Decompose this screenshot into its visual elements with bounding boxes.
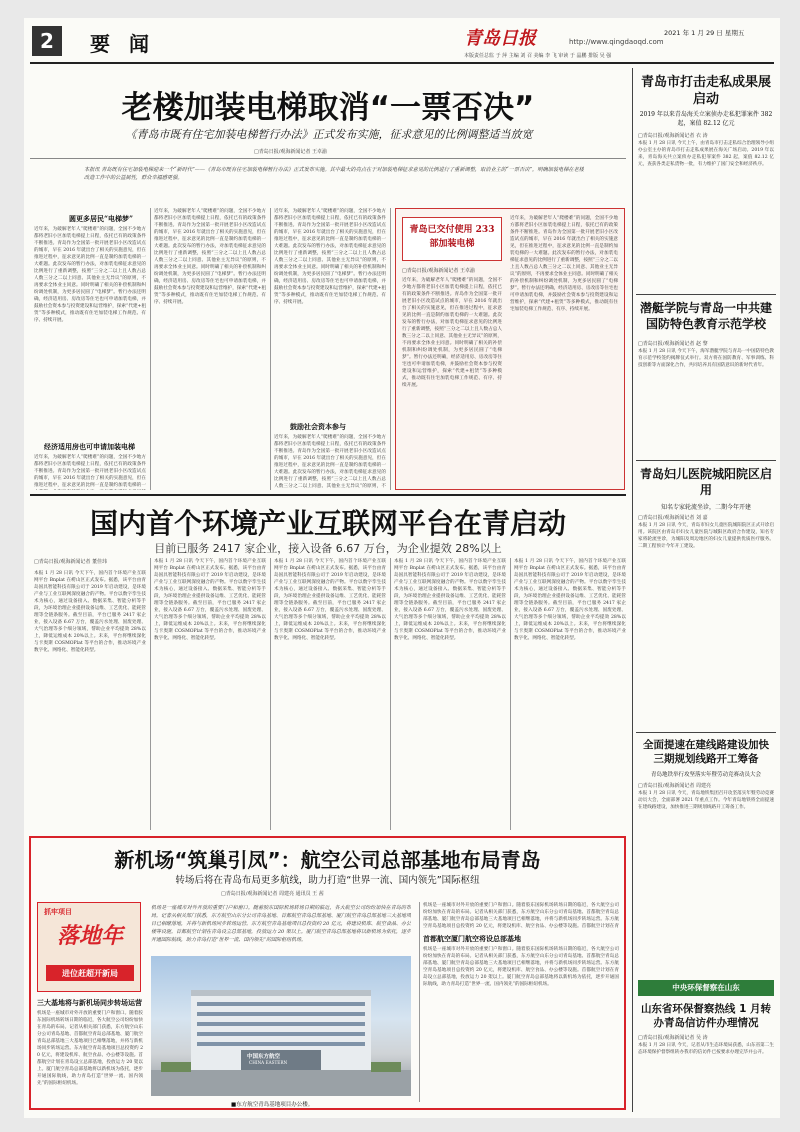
airline-subhead: 首都航空厦门航空将设总部基地 bbox=[423, 934, 521, 943]
project-badge bbox=[37, 902, 141, 992]
building-sign-en: CHINA EASTERN bbox=[249, 1060, 288, 1065]
metro-body: 本报 1 月 28 日讯 今天，青岛地铁集团召开攻坚落实年暨劳动竞赛动员大会，全面部署 2021 年重点工作。今年青岛地铁将全面提速在建线路建设，加快推进三期规划线路开工筹备工作。 bbox=[638, 791, 774, 810]
submarine-byline: □青岛日报/观海新闻记者 赵 黎 bbox=[638, 341, 708, 347]
platform-body-col4: 本报 1 月 28 日讯 今天下午，国内首个环境产业互联网平台 Bnplat 在崂山区正式发布。据悉，该平台由青岛国具智能科技有限公司于 2019 年启动建设，是环境产业与工业互联网深度融合的产物。平台以数字孪生技术为核心，通过设备接入、数据采集、智能分析等手段，为环境治理企业提供设备运维、工艺优化、能耗管理等全链条服务。截至目前，平台已服务 2417 家企业，接入设备 6.67 万台，覆盖污水处理、固废处理、大气治理等多个细分领域，帮助企业平均提效 28%以上，降低运维成本 20%以上。未来，平台将继续深化与卡奥斯 COSMOPlat 等平台的合作，推动环境产业数字化、网络化、智能化转型。 bbox=[394, 559, 506, 641]
elevator-subheadline: 《青岛市既有住宅加装电梯暂行办法》正式发布实施，征求意见的比例调整适当放宽 bbox=[125, 128, 533, 141]
airline-story-box bbox=[29, 836, 626, 1110]
smuggling-byline: □青岛日报/观海新闻记者 衣 涛 bbox=[638, 133, 708, 139]
metro-headline: 全面提速在建线路建设加快三期规划线路开工筹备 bbox=[643, 739, 769, 765]
airline-body-col1: 机场是一座城市对外开放的重要门户和窗口。随着胶东国际机场转场日期的临近，各大航空公司纷纷加快在青岛的布局。记者从相关部门获悉，东方航空山东分公司青岛基地、首都航空青岛总部基地、厦门航空青岛总部基地三大基地项目已相继落地，并将与新机场同步转场运营。东方航空青岛基地项目总投资约 20 亿元，将建设机库、航空食品、办公楼等设施。首都航空计划在青岛设立总部基地，投放运力 20 架以上。厦门航空青岛总部基地将以新机场为依托，逐步开通国际航线，助力青岛打造“世界一流、国内领先”的国际枢纽机场。 bbox=[37, 1011, 143, 1086]
submarine-headline: 潜艇学院与青岛一中共建国防特色教育示范学校 bbox=[639, 301, 772, 331]
eco-headline: 山东省环保督察热线 1 月转办青岛信访件办理情况 bbox=[640, 1003, 772, 1029]
platform-byline: □青岛日报/观海新闻记者 董佳玮 bbox=[34, 559, 107, 565]
platform-body-col2: 本报 1 月 28 日讯 今天下午，国内首个环境产业互联网平台 Bnplat 在崂山区正式发布。据悉，该平台由青岛国具智能科技有限公司于 2019 年启动建设，是环境产业与工业互联网深度融合的产物。平台以数字孪生技术为核心，通过设备接入、数据采集、智能分析等手段，为环境治理企业提供设备运维、工艺优化、能耗管理等全链条服务。截至目前，平台已服务 2417 家企业，接入设备 6.67 万台，覆盖污水处理、固废处理、大气治理等多个细分领域，帮助企业平均提效 28%以上，降低运维成本 20%以上。未来，平台将继续深化与卡奥斯 COSMOPlat 等平台的合作，推动环境产业数字化、网络化、智能化转型。 bbox=[154, 559, 266, 641]
eco-byline: □青岛日报/观海新闻记者 吴 涛 bbox=[638, 1035, 708, 1041]
badge-bottom: 进位赶超开新局 bbox=[46, 965, 134, 981]
sidebar-byline: □青岛日报/观海新闻记者 王卓渝 bbox=[402, 268, 475, 274]
eco-body: 本报 1 月 28 日讯 今天，记者从市生态环境局获悉，山东省第二生态环境保护督察组转办我市的信访件已按要求办理完毕并公开。 bbox=[638, 1043, 774, 1055]
elevator-body-col3: 近年来，为破解老年人“爬楼难”的问题，全国不少地方都将老旧小区加装电梯提上日程，依托已有的政策条件不断推进。青岛作为全国第一批开展老旧小区改造试点的城市，早在 2016 年就出台了相关的实施意见，但在推进过程中，征求意见的比例一直是制约加装电梯的一大难题。此次发布的暂行办法，对加装电梯征求意见的比例进行了重新调整，按照“三分之二以上且人数占总人数三分之二以上同意、其他业主无异议”的原则，不再要求全体业主同意。同时明确了相关的补偿机制和纠纷调处机制，为更多居民圆了“电梯梦”。暂行办法还明确，经济适用房、房改房等住宅也可申请加装电梯，并鼓励社会资本参与投资建设和运营维护，探索“代建+租赁”等多种模式，推动既有住宅加装电梯工作规范、有序、持续开展。 bbox=[274, 209, 386, 305]
airline-intro: 机场是一座城市对外开放的重要门户和窗口。随着胶东国际机场转场日期的临近，各大航空公司纷纷加快在青岛的布局。记者从相关部门获悉，东方航空山东分公司青岛基地、首都航空青岛总部基地、厦门航空青岛总部基地三大基地项目已相继落地，并将与新机场同步转场运营。东方航空青岛基地项目总投资约 20 亿元，将建设机库、航空食品、办公楼等设施。首都航空计划在青岛设立总部基地，投放运力 20 架以上。厦门航空青岛总部基地将以新机场为依托，逐步开通国际航线，助力青岛打造“世界一流、国内领先”的国际枢纽机场。 bbox=[151, 905, 411, 943]
platform-headline: 国内首个环境产业互联网平台在青启动 bbox=[89, 507, 566, 540]
elevator-subhead-1: 圆更多居民“电梯梦” bbox=[69, 214, 134, 223]
page-number: 2 bbox=[32, 26, 62, 56]
submarine-body: 本报 1 月 28 日讯 今天下午，海军潜艇学院与青岛一中国防特色教育示范学校签约揭牌仪式举行。双方将在国防教育、军事训练、科技创新等方面深化合作，共同培养具有国防意识的新时代青年。 bbox=[638, 349, 774, 368]
hospital-headline: 青岛妇儿医院城阳院区启用 bbox=[639, 467, 772, 497]
airline-image-caption: ■东方航空青岛基地项目办公楼。 bbox=[231, 1102, 314, 1108]
elevator-sidebar bbox=[395, 208, 625, 490]
masthead-logo: 青岛日报 bbox=[464, 28, 536, 49]
elevator-body-col1: 近年来，为破解老年人“爬楼难”的问题，全国不少地方都将老旧小区加装电梯提上日程，依托已有的政策条件不断推进。青岛作为全国第一批开展老旧小区改造试点的城市，早在 2016 年就出台了相关的实施意见，但在推进过程中，征求意见的比例一直是制约加装电梯的一大难题。此次发布的暂行办法，对加装电梯征求意见的比例进行了重新调整，按照“三分之二以上且人数占总人数三分之二以上同意、其他业主无异议”的原则，不再要求全体业主同意。同时明确了相关的补偿机制和纠纷调处机制，为更多居民圆了“电梯梦”。暂行办法还明确，经济适用房、房改房等住宅也可申请加装电梯，并鼓励社会资本参与投资建设和运营维护，探索“代建+租赁”等多种模式，推动既有住宅加装电梯工作规范、有序、持续开展。 bbox=[34, 227, 146, 323]
eco-banner: 中央环保督察在山东 bbox=[638, 980, 774, 996]
platform-body-col3: 本报 1 月 28 日讯 今天下午，国内首个环境产业互联网平台 Bnplat 在崂山区正式发布。据悉，该平台由青岛国具智能科技有限公司于 2019 年启动建设，是环境产业与工业互联网深度融合的产物。平台以数字孪生技术为核心，通过设备接入、数据采集、智能分析等手段，为环境治理企业提供设备运维、工艺优化、能耗管理等全链条服务。截至目前，平台已服务 2417 家企业，接入设备 6.67 万台，覆盖污水处理、固废处理、大气治理等多个细分领域，帮助企业平均提效 28%以上，降低运维成本 20%以上。未来，平台将继续深化与卡奥斯 COSMOPlat 等平台的合作，推动环境产业数字化、网络化、智能化转型。 bbox=[274, 559, 386, 641]
elevator-byline: □青岛日报/观海新闻记者 王卓渝 bbox=[254, 149, 327, 155]
elevator-body-col1b: 近年来，为破解老年人“爬楼难”的问题，全国不少地方都将老旧小区加装电梯提上日程，依托已有的政策条件不断推进。青岛作为全国第一批开展老旧小区改造试点的城市，早在 2016 年就出台了相关的实施意见，但在推进过程中，征求意见的比例一直是制约加装电梯的一 bbox=[34, 455, 146, 488]
masthead-editors: 本版责任总监 于 萍 主编 刘 召 美编 李 飞 审读 于 晶鹏 排版 吴 强 bbox=[464, 53, 612, 59]
newspaper-page bbox=[24, 18, 780, 1118]
airline-body-col3a: 机场是一座城市对外开放的重要门户和窗口。随着胶东国际机场转场日期的临近，各大航空公司纷纷加快在青岛的布局。记者从相关部门获悉，东方航空山东分公司青岛基地、首都航空青岛总部基地、厦门航空青岛总部基地三大基地项目已相继落地，并将与新机场同步转场运营。东方航空青岛基地项目总投资约 20 亿元，将建设机库、航空食品、办公楼等设施。首都航空计划在青 bbox=[423, 903, 619, 929]
hospital-subheadline: 知名专家轮流坐诊，二期今年开建 bbox=[660, 504, 751, 511]
smuggling-subheadline: 2019 年以来青岛海关立案侦办走私犯罪案件 382 起，案值 82.12 亿元 bbox=[639, 111, 773, 127]
smuggling-body: 本报 1 月 28 日讯 今天上午，由青岛市打击走私综合治理领导小组办公室主办的青岛市打击走私成果展在海关广场启动。2019 年以来，青岛海关共立案侦办走私犯罪案件 382 起，案值 82.12 亿元，查获各类走私货物一批，有力维护了国门安全和经济秩序。 bbox=[638, 141, 774, 167]
airline-building-photo bbox=[151, 956, 411, 1096]
airline-headline: 新机场“筑巢引凤”：航空公司总部基地布局青岛 bbox=[114, 848, 541, 872]
badge-top: 抓牢项目 bbox=[44, 907, 72, 916]
smuggling-headline: 青岛市打击走私成果展启动 bbox=[640, 75, 771, 107]
elevator-subhead-3: 鼓励社会资本参与 bbox=[290, 422, 346, 431]
hospital-byline: □青岛日报/观海新闻记者 刘 嘉 bbox=[638, 515, 708, 521]
building-illustration bbox=[151, 956, 411, 1096]
platform-body-col1: 本报 1 月 28 日讯 今天下午，国内首个环境产业互联网平台 Bnplat 在崂山区正式发布。据悉，该平台由青岛国具智能科技有限公司于 2019 年启动建设，是环境产业与工业互联网深度融合的产物。平台以数字孪生技术为核心，通过设备接入、数据采集、智能分析等手段，为环境治理企业提供设备运维、工艺优化、能耗管理等全链条服务。截至目前，平台已服务 2417 家企业，接入设备 6.67 万台，覆盖污水处理、固废处理、大气治理等多个细分领域，帮助企业平均提效 28%以上，降低运维成本 20%以上。未来，平台将继续深化与卡奥斯 COSMOPlat 等平台的合作，推动环境产业数字化、网络化、智能化转型。 bbox=[34, 571, 146, 653]
platform-subheadline: 目前已服务 2417 家企业，接入设备 6.67 万台，为企业提效 28%以上 bbox=[154, 542, 502, 555]
sidebar-headline-box bbox=[402, 217, 502, 261]
elevator-headline: 老楼加装电梯取消“一票否决” bbox=[121, 90, 535, 126]
masthead-url[interactable]: http://www.qingdaoqd.com bbox=[569, 38, 664, 46]
masthead-date: 2021 年 1 月 29 日 星期五 bbox=[664, 29, 745, 37]
airline-byline: □青岛日报/观海新闻记者 周建亮 通讯员 王 茜 bbox=[221, 891, 324, 897]
elevator-subhead-2: 经济适用房也可申请加装电梯 bbox=[44, 442, 135, 451]
building-sign: 中国东方航空 bbox=[247, 1054, 281, 1060]
hospital-body: 本报 1 月 28 日讯 今天，青岛市妇女儿童医院城阳院区正式开诊启用。该院区由青岛市妇女儿童医院与城阳区政府合作建设，知名专家将轮流坐诊，为城阳及周边地区的妇女儿童提供优质医疗服务。二期工程预计今年开工建设。 bbox=[638, 523, 774, 549]
sidebar-headline: 青岛已交付使用 233 部加装电梯 bbox=[409, 225, 495, 249]
section-title: 要 闻 bbox=[90, 32, 155, 56]
airline-body-col3b: 机场是一座城市对外开放的重要门户和窗口。随着胶东国际机场转场日期的临近，各大航空公司纷纷加快在青岛的布局。记者从相关部门获悉，东方航空山东分公司青岛基地、首都航空青岛总部基地、厦门航空青岛总部基地三大基地项目已相继落地，并将与新机场同步转场运营。东方航空青岛基地项目总投资约 20 亿元，将建设机库、航空食品、办公楼等设施。首都航空计划在青岛设立总部基地，投放运力 20 架以上。厦门航空青岛总部基地将以新机场为依托，逐步开通国际航线，助力青岛打造“世界一流、国内领先”的国际枢纽机场。 bbox=[423, 947, 619, 987]
metro-subheadline: 青岛地铁举行攻坚落实年暨劳动竞赛动员大会 bbox=[650, 772, 761, 778]
platform-body-col5: 本报 1 月 28 日讯 今天下午，国内首个环境产业互联网平台 Bnplat 在崂山区正式发布。据悉，该平台由青岛国具智能科技有限公司于 2019 年启动建设，是环境产业与工业互联网深度融合的产物。平台以数字孪生技术为核心，通过设备接入、数据采集、智能分析等手段，为环境治理企业提供设备运维、工艺优化、能耗管理等全链条服务。截至目前，平台已服务 2417 家企业，接入设备 6.67 万台，覆盖污水处理、固废处理、大气治理等多个细分领域，帮助企业平均提效 28%以上，降低运维成本 20%以上。未来，平台将继续深化与卡奥斯 COSMOPlat 等平台的合作，推动环境产业数字化、网络化、智能化转型。 bbox=[514, 559, 626, 641]
badge-main: 落地年 bbox=[56, 923, 123, 949]
sidebar-body-a: 近年来，为破解老年人“爬楼难”的问题，全国不少地方都将老旧小区加装电梯提上日程，依托已有的政策条件不断推进。青岛作为全国第一批开展老旧小区改造试点的城市，早在 2016 年就出台了相关的实施意见，但在推进过程中，征求意见的比例一直是制约加装电梯的一大难题。此次发布的暂行办法，对加装电梯征求意见的比例进行了重新调整，按照“三分之二以上且人数占总人数三分之二以上同意、其他业主无异议”的原则，不再要求全体业主同意。同时明确了相关的补偿机制和纠纷调处机制，为更多居民圆了“电梯梦”。暂行办法还明确，经济适用房、房改房等住宅也可申请加装电梯，并鼓励社会资本参与投资建设和运营维护，探索“代建+租赁”等多种模式，推动既有住宅加装电梯工作规范、有序、持续开展。 bbox=[402, 278, 502, 388]
sidebar-body-b: 近年来，为破解老年人“爬楼难”的问题，全国不少地方都将老旧小区加装电梯提上日程，依托已有的政策条件不断推进。青岛作为全国第一批开展老旧小区改造试点的城市，早在 2016 年就出台了相关的实施意见，但在推进过程中，征求意见的比例一直是制约加装电梯的一大难题。此次发布的暂行办法，对加装电梯征求意见的比例进行了重新调整，按照“三分之二以上且人数占总人数三分之二以上同意、其他业主无异议”的原则，不再要求全体业主同意。同时明确了相关的补偿机制和纠纷调处机制，为更多居民圆了“电梯梦”。暂行办法还明确，经济适用房、房改房等住宅也可申请加装电梯，并鼓励社会资本参与投资建设和运营维护，探索“代建+租赁”等多种模式，推动既有住宅加装电梯工作规范、有序、持续开展。 bbox=[510, 216, 618, 312]
elevator-body-col2: 近年来，为破解老年人“爬楼难”的问题，全国不少地方都将老旧小区加装电梯提上日程，依托已有的政策条件不断推进。青岛作为全国第一批开展老旧小区改造试点的城市，早在 2016 年就出台了相关的实施意见，但在推进过程中，征求意见的比例一直是制约加装电梯的一大难题。此次发布的暂行办法，对加装电梯征求意见的比例进行了重新调整，按照“三分之二以上且人数占总人数三分之二以上同意、其他业主无异议”的原则，不再要求全体业主同意。同时明确了相关的补偿机制和纠纷调处机制，为更多居民圆了“电梯梦”。暂行办法还明确，经济适用房、房改房等住宅也可申请加装电梯，并鼓励社会资本参与投资建设和运营维护，探索“代建+租赁”等多种模式，推动既有住宅加装电梯工作规范、有序、持续开展。 bbox=[154, 209, 266, 305]
airline-caption-1: 三大基地将与新机场同步转场运营 bbox=[37, 998, 142, 1007]
elevator-body-col3b: 近年来，为破解老年人“爬楼难”的问题，全国不少地方都将老旧小区加装电梯提上日程，依托已有的政策条件不断推进。青岛作为全国第一批开展老旧小区改造试点的城市，早在 2016 年就出台了相关的实施意见，但在推进过程中，征求意见的比例一直是制约加装电梯的一大难题。此次发布的暂行办法，对加装电梯征求意见的比例进行了重新调整，按照“三分之二以上且人数占总人数三分之二以上同意、其他业主无异议”的原则，不 bbox=[274, 435, 386, 489]
elevator-rule bbox=[30, 158, 626, 159]
metro-byline: □青岛日报/观海新闻记者 周建亮 bbox=[638, 783, 711, 789]
airline-subheadline: 转场后将在青岛布局更多航线，助力打造“世界一流、国内领先”国际枢纽 bbox=[175, 875, 480, 886]
elevator-lead: 本报讯 青岛既有住宅加装电梯迎来一个“新时代”——《青岛市既有住宅加装电梯暂行办法》正式发布实施。其中最大的亮点在于对加装电梯征求意见的比例进行了重新调整，取消业主的“一票否决”，明确加装电梯在老楼改造工作中的公益属性，群众幸福感更强。 bbox=[84, 167, 584, 181]
masthead-rule bbox=[30, 62, 774, 64]
